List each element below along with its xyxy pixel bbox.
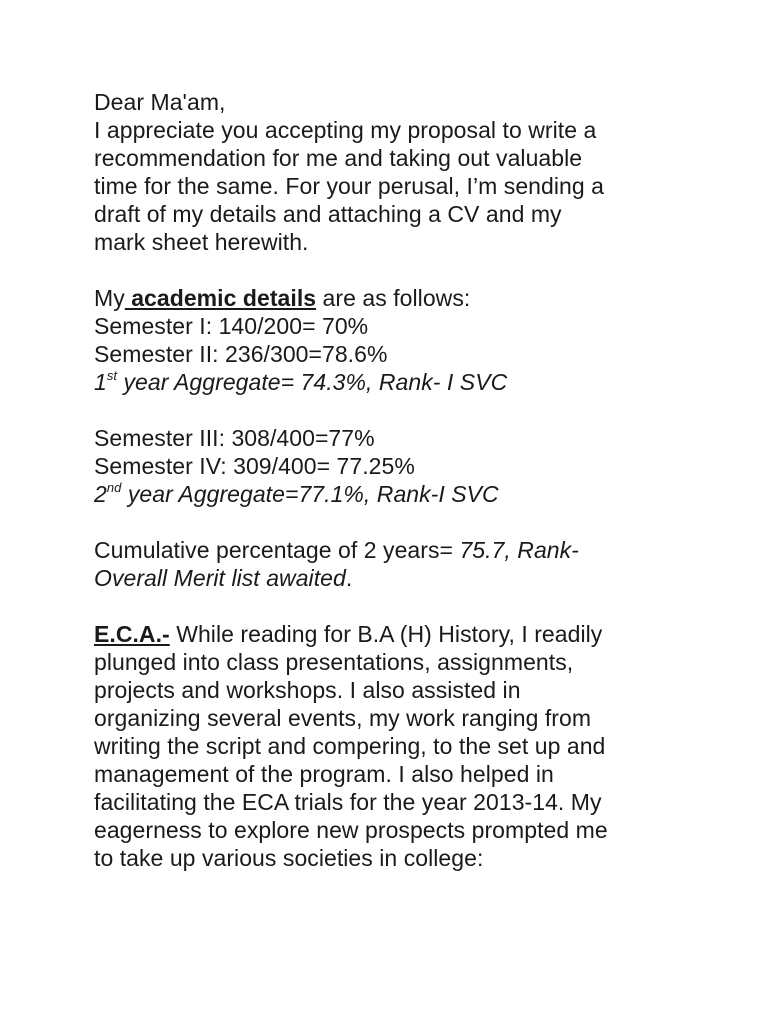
eca-line: facilitating the ECA trials for the year 2013-14. My — [94, 789, 602, 815]
academic-lead-suffix: are as follows: — [316, 285, 471, 311]
eca-line: projects and workshops. I also assisted in — [94, 677, 521, 703]
eca-first-line — [94, 620, 734, 648]
semester-2: Semester II: 236/300=78.6% — [94, 341, 388, 367]
eca-line: eagerness to explore new prospects prompted me — [94, 817, 608, 843]
paragraph-gap — [94, 256, 734, 284]
cumulative-line-2 — [94, 564, 734, 592]
year-1-number: 1 — [94, 369, 107, 395]
year-1-aggregate — [94, 368, 734, 396]
paragraph-gap — [94, 396, 734, 424]
year-2-aggregate — [94, 480, 734, 508]
cumulative-period: . — [345, 565, 353, 591]
paragraph-gap — [94, 592, 734, 620]
intro-line: mark sheet herewith. — [94, 229, 309, 255]
year-1-ordinal: st — [106, 368, 118, 384]
merit-list-status: Overall Merit list awaited — [94, 565, 346, 591]
letter-body — [94, 88, 734, 872]
eca-line: writing the script and compering, to the set up and — [94, 733, 606, 759]
semester-3: Semester III: 308/400=77% — [94, 425, 375, 451]
cumulative-line-1 — [94, 536, 734, 564]
salutation: Dear Ma'am, — [94, 89, 226, 115]
intro-line: recommendation for me and taking out valuable — [94, 145, 583, 171]
academic-lead — [94, 284, 734, 312]
year-2-number: 2 — [94, 481, 107, 507]
semester-4: Semester IV: 309/400= 77.25% — [94, 453, 415, 479]
year-1-text: year Aggregate= 74.3%, Rank- I SVC — [117, 369, 508, 395]
year-2-text: year Aggregate=77.1%, Rank-I SVC — [121, 481, 499, 507]
academic-details-heading: academic details — [124, 285, 317, 311]
intro-line: time for the same. For your perusal, I’m sending a — [94, 173, 604, 199]
eca-line: plunged into class presentations, assignments, — [94, 649, 574, 675]
year-2-ordinal: nd — [106, 480, 122, 496]
intro-line: draft of my details and attaching a CV and my — [94, 201, 562, 227]
eca-line: to take up various societies in college: — [94, 845, 484, 871]
cumulative-label: Cumulative percentage of 2 years= — [94, 537, 460, 563]
eca-heading: E.C.A.- — [94, 621, 170, 647]
eca-first-line-text: While reading for B.A (H) History, I readily — [169, 621, 603, 647]
academic-lead-prefix: My — [94, 285, 125, 311]
cumulative-value: 75.7, Rank- — [459, 537, 579, 563]
semester-1: Semester I: 140/200= 70% — [94, 313, 369, 339]
eca-line: organizing several events, my work ranging from — [94, 705, 592, 731]
intro-line: I appreciate you accepting my proposal to write a — [94, 117, 597, 143]
eca-line: management of the program. I also helped in — [94, 761, 554, 787]
paragraph-gap — [94, 508, 734, 536]
